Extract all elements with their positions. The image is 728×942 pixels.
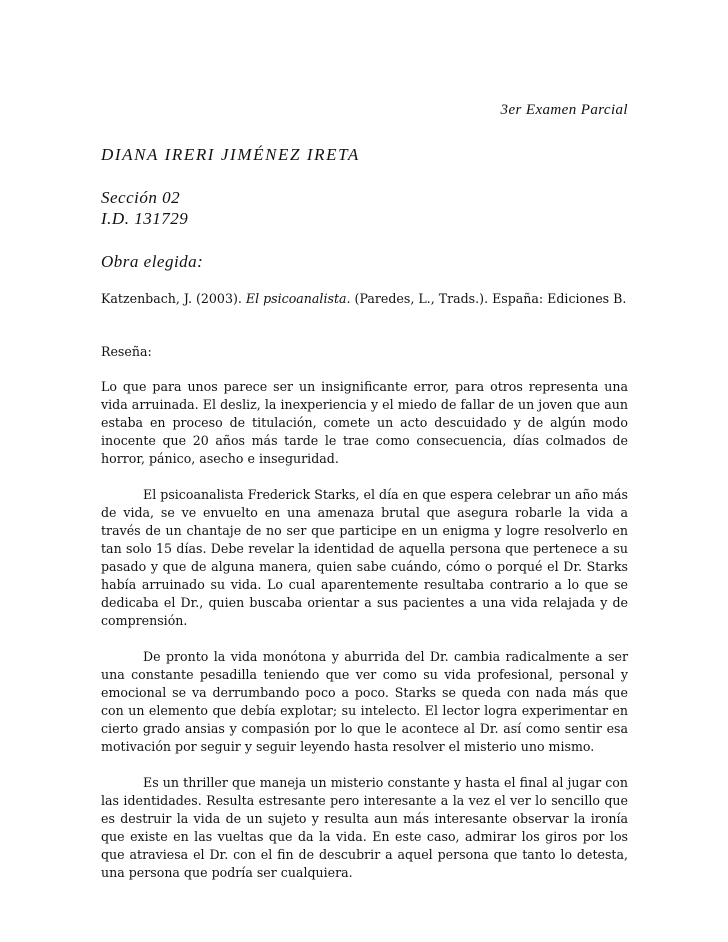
citation-book-title: El psicoanalista [245, 291, 347, 306]
section-number: Sección 02 [101, 188, 181, 207]
chosen-work-label: Obra elegida: [101, 252, 204, 271]
citation-publisher: . (Paredes, L., Trads.). España: Ediciones B. [346, 291, 627, 306]
book-citation [101, 290, 628, 308]
review-paragraph: El psicoanalista Frederick Starks, el día en que espera celebrar un año más de vida, se ve envuelto en una amenaza brutal que asegura robarle la vida a través de un chantaje de no ser que participe en un enigma y logre resolverlo en tan solo 15 días. Debe revelar la identidad de aquella persona que pertenece a su pasado y que de alguna manera, quien sabe cuándo, cómo o porqué el Dr. Starks había arruinado su vida. Lo cual aparentemente resultaba contrario a lo que se dedicaba el Dr., quien buscaba orientar a sus pacientes a una vida relajada y de comprensión. [101, 487, 628, 628]
review-paragraph: Es un thriller que maneja un misterio constante y hasta el final al jugar con las identidades. Resulta estresante pero interesante a la vez el ver lo sencillo que es destruir la vida de un sujeto y resulta aun más interesante observar la ironía que existe en las vueltas que da la vida. En este caso, admirar los giros por los que atraviesa el Dr. con el fin de descubrir a aquel persona que tanto lo detesta, una persona que podría ser cualquiera. [101, 775, 628, 880]
exam-title: 3er Examen Parcial [500, 102, 628, 118]
student-id: I.D. 131729 [101, 209, 189, 228]
citation-authors: Katzenbach, J. (2003). [101, 291, 246, 306]
review-body [101, 378, 628, 900]
student-name: DIANA IRERI JIMÉNEZ IRETA [101, 145, 360, 164]
review-paragraph: Lo que para unos parece ser un insignificante error, para otros representa una vida arruinada. El desliz, la inexperiencia y el miedo de fallar de un joven que aun estaba en proceso de titulación, comete un acto descuidado y de algún modo inocente que 20 años más tarde le trae como consecuencia, días colmados de horror, pánico, asecho e inseguridad. [101, 379, 628, 466]
review-paragraph: De pronto la vida monótona y aburrida del Dr. cambia radicalmente a ser una constante pesadilla teniendo que ver como su vida profesional, personal y emocional se va derrumbando poco a poco. Starks se queda con nada más que con un elemento que debía explotar; su intelecto. El lector logra experimentar en cierto grado ansias y compasión por lo que le acontece al Dr. así como sentir esa motivación por seguir y seguir leyendo hasta resolver el misterio uno mismo. [101, 649, 628, 754]
review-label: Reseña: [101, 344, 152, 359]
